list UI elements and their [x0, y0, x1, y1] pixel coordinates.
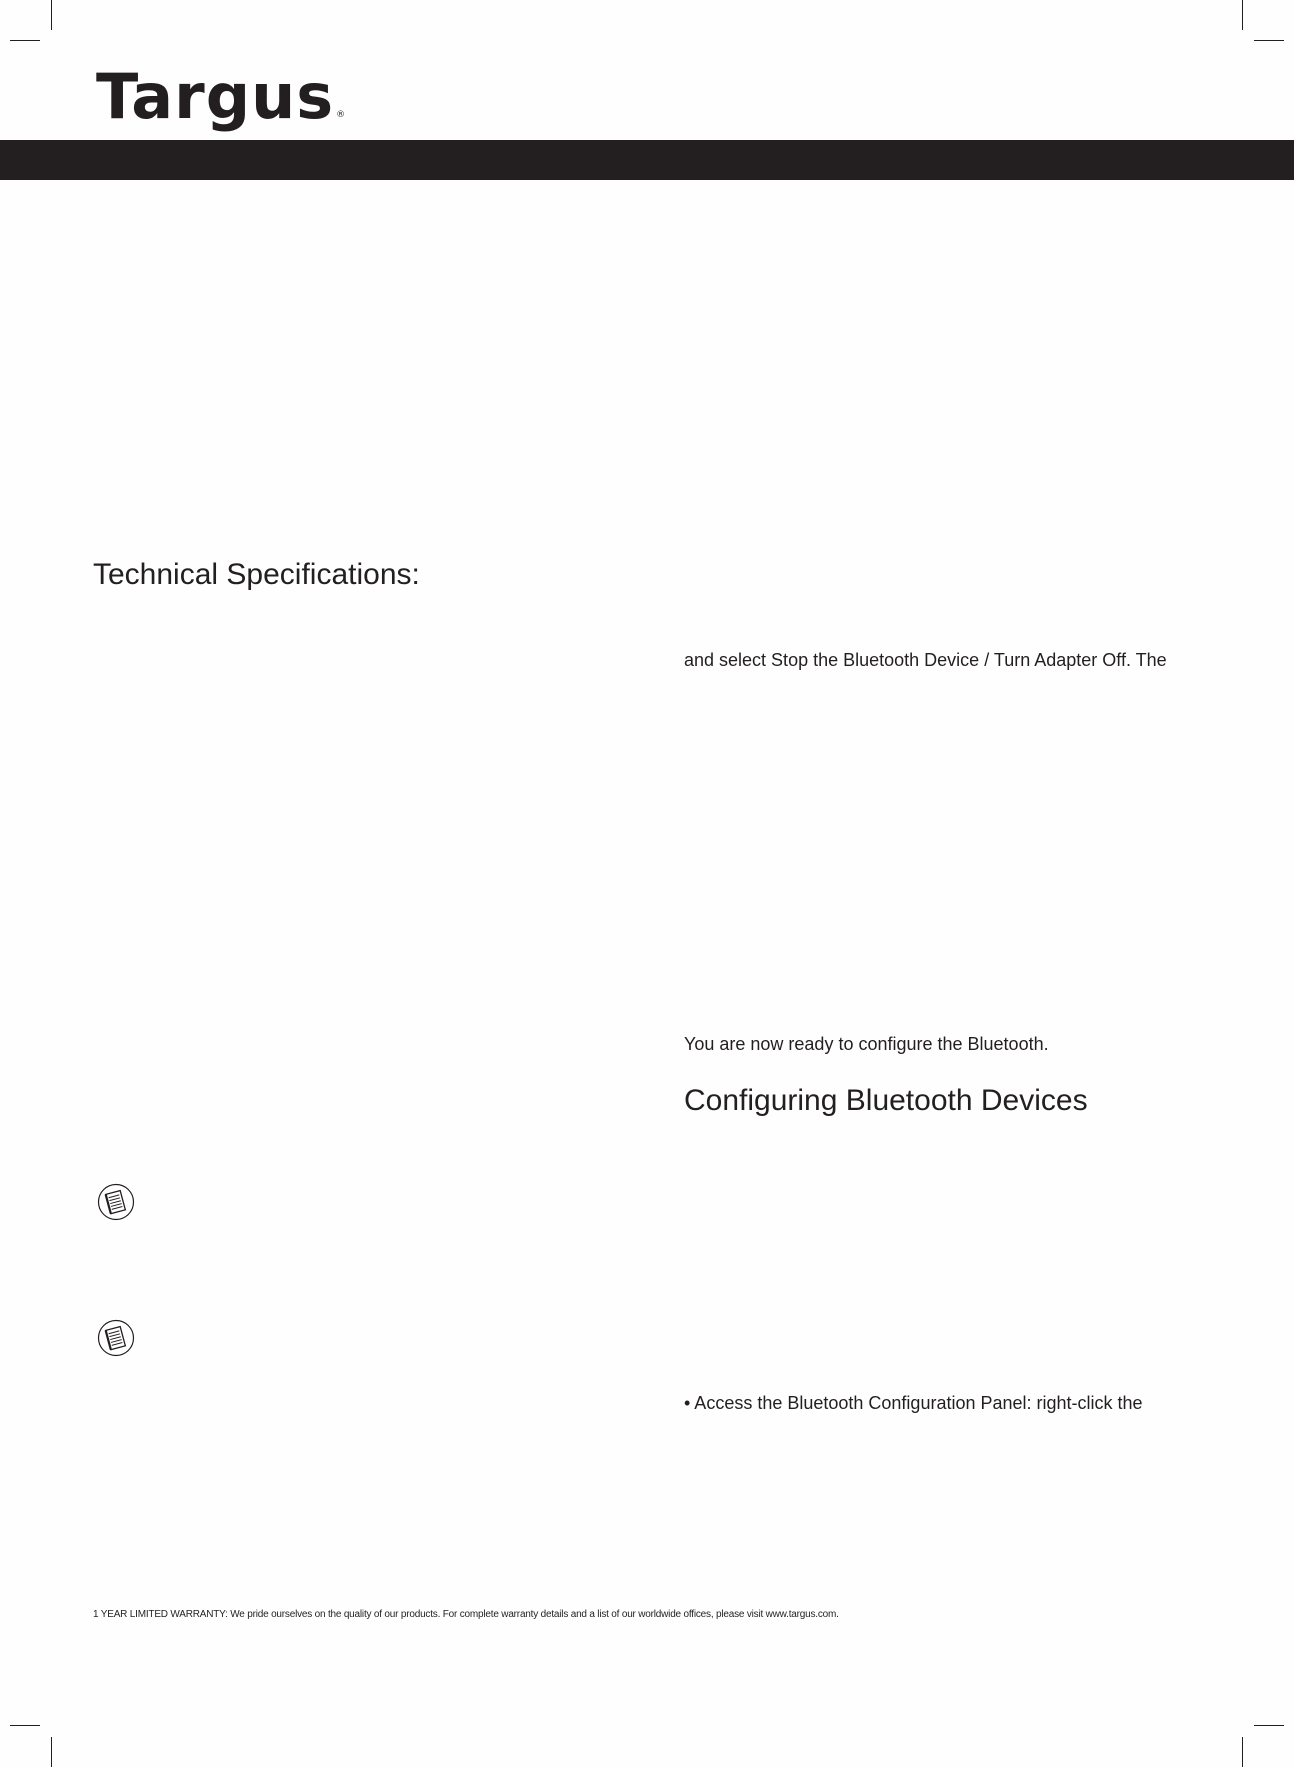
- crop-mark: [1242, 0, 1243, 30]
- notepad-icon: [97, 1319, 135, 1357]
- warranty-footer: 1 YEAR LIMITED WARRANTY: We pride ourselves on the quality of our products. For complete warranty details and a list of our worldwide offices, please visit www.targus.com.: [93, 1609, 839, 1620]
- notepad-icon: [97, 1183, 135, 1221]
- registered-mark: ®: [336, 110, 347, 120]
- technical-specifications-heading: Technical Specifications:: [93, 558, 420, 591]
- stop-bluetooth-line: and select Stop the Bluetooth Device / Turn Adapter Off. The: [684, 650, 1167, 670]
- logo-text: Targus: [96, 60, 335, 133]
- crop-mark: [1242, 1737, 1243, 1767]
- crop-mark: [1254, 1725, 1284, 1726]
- crop-mark: [1254, 40, 1284, 41]
- header-band: [0, 140, 1294, 180]
- crop-mark: [10, 1725, 40, 1726]
- ready-to-configure-line: You are now ready to configure the Bluetooth.: [684, 1034, 1049, 1054]
- bullet-access-config-panel: • Access the Bluetooth Configuration Panel: right-click the: [684, 1393, 1143, 1413]
- crop-mark: [51, 1737, 52, 1767]
- crop-mark: [51, 0, 52, 30]
- crop-mark: [10, 40, 40, 41]
- configuring-bluetooth-heading: Configuring Bluetooth Devices: [684, 1084, 1088, 1117]
- targus-logo: [96, 62, 346, 132]
